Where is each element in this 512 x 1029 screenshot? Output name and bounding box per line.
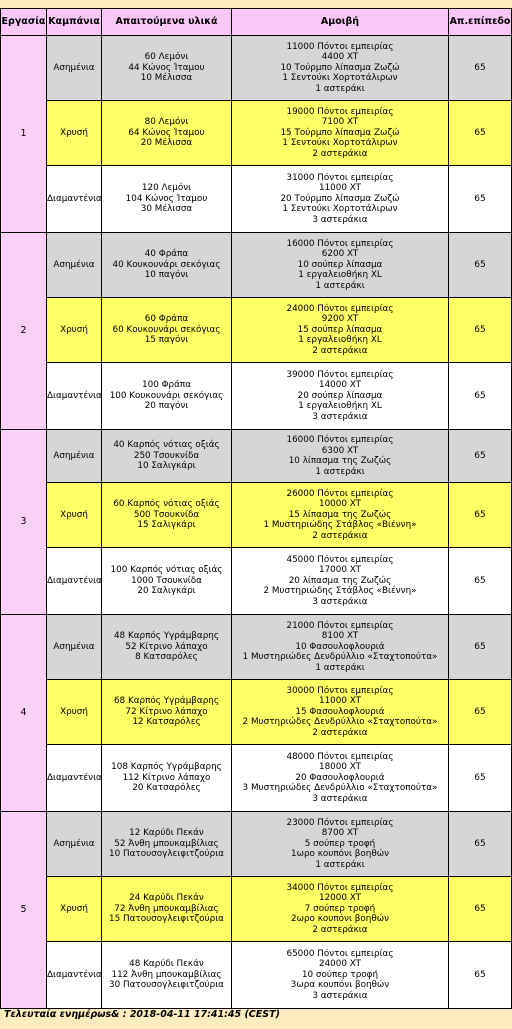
reward-line: 11000 XT (318, 696, 362, 707)
campaign-name: Διαμαντένια (47, 942, 102, 1009)
reward-line: 1 εργαλειοθήκη XL (298, 335, 382, 346)
materials-cell (102, 36, 232, 101)
header-task: Εργασία (1, 9, 47, 36)
reward-line: 6300 XT (321, 445, 359, 456)
materials-cell (102, 548, 232, 615)
material-line: 60 Καρπός νότιας οξιάς (113, 499, 220, 510)
material-line: 40 Κουκουνάρι σεκόγιας (112, 259, 221, 270)
reward-cell (232, 942, 449, 1009)
required-level: 65 (449, 615, 512, 680)
reward-cell (232, 812, 449, 877)
reward-line: 26000 Πόντοι εμπειρίας (286, 488, 394, 499)
material-line: 20 παγόνι (144, 401, 189, 412)
table-row (1, 363, 512, 430)
reward-line: 10 λίπασμα της Ζωζώς (288, 456, 392, 466)
materials-cell (102, 615, 232, 680)
material-line: 108 Καρπός Υγράμβαρης (111, 762, 222, 773)
reward-line: 15 λίπασμα της Ζωζώς (288, 509, 392, 520)
materials-cell (102, 166, 232, 233)
reward-line: 1 αστεράκι (315, 280, 365, 291)
reward-line: 11000 XT (318, 183, 362, 194)
material-line: 10 Σαλιγκάρι (137, 461, 196, 472)
reward-line: 1ωρο κουπόνι βοηθών (291, 849, 389, 860)
reward-line: 2 αστεράκια (312, 530, 368, 541)
material-line: 20 Μέλισσα (140, 138, 193, 149)
reward-cell (232, 483, 449, 548)
reward-line: 2 αστεράκια (312, 924, 368, 935)
reward-line: 2 αστεράκια (312, 345, 368, 356)
campaign-name: Διαμαντένια (47, 166, 102, 233)
tasks-body (1, 36, 512, 1009)
required-level: 65 (449, 166, 512, 233)
required-level: 65 (449, 942, 512, 1009)
last-updated: Τελευταία ενημέρωs& : 2018-04-11 17:41:45 (CEST) (4, 1009, 280, 1020)
reward-line: 12000 XT (318, 893, 362, 904)
header-campaign: Καμπάνια (47, 9, 102, 36)
material-line: 44 Κώνος Ίταμου (128, 62, 205, 73)
material-line: 500 Τσουκνίδα (133, 509, 200, 520)
materials-cell (102, 101, 232, 166)
reward-line: 19000 Πόντοι εμπειρίας (286, 106, 394, 117)
reward-cell (232, 745, 449, 812)
campaign-name: Ασημένια (47, 233, 102, 298)
reward-line: 3 αστεράκια (312, 596, 368, 607)
material-line: 68 Καρπός Υγράμβαρης (113, 696, 220, 707)
material-line: 40 Καρπός νότιας οξιάς (113, 440, 220, 451)
material-line: 60 Λεμόνι (144, 52, 189, 63)
material-line: 60 Φράπα (144, 314, 189, 325)
reward-line: 1 αστεράκι (315, 466, 365, 477)
reward-line: 2ωρο κουπόνι βοηθών (291, 914, 389, 925)
reward-cell (232, 166, 449, 233)
required-level: 65 (449, 101, 512, 166)
task-number: 2 (1, 233, 47, 430)
reward-cell (232, 877, 449, 942)
table-row (1, 812, 512, 877)
material-line: 60 Κουκουνάρι σεκόγιας (112, 324, 221, 335)
required-level: 65 (449, 548, 512, 615)
reward-line: 15 Τούρμπο λίπασμα Ζωζώ (280, 127, 400, 138)
reward-line: 39000 Πόντοι εμπειρίας (286, 369, 394, 380)
table-row (1, 680, 512, 745)
reward-line: 3 αστεράκια (312, 793, 368, 804)
required-level: 65 (449, 36, 512, 101)
materials-cell (102, 430, 232, 483)
reward-line: 34000 Πόντοι εμπειρίας (286, 882, 394, 893)
reward-line: 31000 Πόντοι εμπειρίας (286, 172, 394, 183)
material-line: 72 Κίτρινο λάπαχο (125, 706, 208, 717)
reward-line: 10 Φασουλοφλουριά (295, 641, 385, 652)
reward-line: 8700 XT (321, 828, 359, 839)
reward-cell (232, 36, 449, 101)
material-line: 120 Λεμόνι (141, 183, 192, 194)
material-line: 8 Κατσαρόλες (135, 652, 198, 663)
materials-cell (102, 745, 232, 812)
reward-line: 3 αστεράκια (312, 411, 368, 422)
material-line: 64 Κώνος Ίταμου (128, 127, 205, 138)
header-level: Απ.επίπεδο (449, 9, 512, 36)
material-line: 10 Πατουσογλειφιτζούρια (109, 849, 224, 860)
header-reward: Αμοιβή (232, 9, 449, 36)
reward-line: 1 Σεντούκι Χορτοτάλιρων (282, 138, 398, 149)
task-number: 4 (1, 615, 47, 812)
material-line: 48 Καρπός Υγράμβαρης (113, 631, 220, 642)
material-line: 40 Φράπα (144, 249, 189, 260)
table-row (1, 548, 512, 615)
reward-line: 16000 Πόντοι εμπειρίας (286, 238, 394, 249)
reward-line: 2 Μυστηριώδης Στάβλος «Βιέννη» (263, 586, 417, 597)
material-line: 112 Άνθη μπουκαμβίλιας (111, 969, 222, 980)
reward-line: 17000 XT (318, 565, 362, 576)
material-line: 12 Κατσαρόλες (132, 717, 201, 728)
reward-line: 10000 XT (318, 499, 362, 510)
campaign-name: Διαμαντένια (47, 548, 102, 615)
table-row (1, 615, 512, 680)
table-row (1, 36, 512, 101)
required-level: 65 (449, 363, 512, 430)
required-level: 65 (449, 430, 512, 483)
reward-line: 1 Σεντούκι Χορτοτάλιρων (282, 204, 398, 215)
material-line: 1000 Τσουκνίδα (131, 575, 202, 586)
materials-cell (102, 942, 232, 1009)
header-row (1, 9, 512, 36)
reward-line: 20 λίπασμα της Ζωζώς (288, 575, 392, 586)
required-level: 65 (449, 877, 512, 942)
material-line: 104 Κώνος Ίταμου (125, 193, 208, 204)
task-number: 5 (1, 812, 47, 1009)
material-line: 15 Πατουσογλειφιτζούρια (109, 914, 224, 925)
reward-line: 4400 XT (321, 52, 359, 63)
table-row (1, 101, 512, 166)
reward-line: 1 αστεράκι (315, 83, 365, 94)
reward-cell (232, 430, 449, 483)
reward-line: 2 αστεράκια (312, 727, 368, 738)
reward-line: 15 σούπερ λίπασμα (297, 324, 383, 335)
reward-line: 18000 XT (318, 762, 362, 773)
materials-cell (102, 877, 232, 942)
reward-cell (232, 298, 449, 363)
campaign-name: Ασημένια (47, 812, 102, 877)
campaign-name: Διαμαντένια (47, 363, 102, 430)
materials-cell (102, 680, 232, 745)
material-line: 24 Καρύδι Πεκάν (129, 893, 204, 904)
material-line: 100 Φράπα (142, 380, 191, 391)
campaign-name: Διαμαντένια (47, 745, 102, 812)
materials-cell (102, 233, 232, 298)
required-level: 65 (449, 745, 512, 812)
reward-line: 1 εργαλειοθήκη XL (298, 270, 382, 281)
reward-line: 2 αστεράκια (312, 148, 368, 159)
material-line: 100 Καρπός νότιας οξιάς (110, 565, 223, 576)
reward-line: 21000 Πόντοι εμπειρίας (286, 620, 394, 631)
material-line: 52 Κίτρινο λάπαχο (125, 641, 208, 652)
table-row (1, 298, 512, 363)
task-number: 1 (1, 36, 47, 233)
campaign-name: Χρυσή (47, 101, 102, 166)
reward-line: 20 Τούρμπο λίπασμα Ζωζώ (280, 193, 400, 204)
material-line: 15 Σαλιγκάρι (137, 520, 196, 531)
material-line: 20 Κατσαρόλες (132, 783, 201, 794)
reward-cell (232, 680, 449, 745)
table-row (1, 430, 512, 483)
reward-line: 20 σούπερ λίπασμα (297, 390, 383, 401)
reward-line: 5 σούπερ τροφή (304, 838, 376, 849)
materials-cell (102, 298, 232, 363)
material-line: 250 Τσουκνίδα (133, 450, 200, 461)
reward-line: 24000 XT (318, 959, 362, 970)
table-row (1, 483, 512, 548)
reward-line: 24000 Πόντοι εμπειρίας (286, 303, 394, 314)
reward-line: 3ωρα κουπόνι βοηθών (290, 980, 390, 991)
reward-line: 1 Μυστηριώδες Δενδρύλλιο «Σταχτοπούτα» (242, 652, 438, 663)
campaign-name: Ασημένια (47, 430, 102, 483)
material-line: 30 Πατουσογλειφιτζούρια (109, 980, 224, 991)
tasks-table (0, 8, 512, 1009)
table-row (1, 233, 512, 298)
required-level: 65 (449, 233, 512, 298)
campaign-name: Χρυσή (47, 680, 102, 745)
materials-cell (102, 363, 232, 430)
reward-line: 6200 XT (321, 249, 359, 260)
material-line: 30 Μέλισσα (140, 204, 193, 215)
material-line: 52 Άνθη μπουκαμβίλιας (114, 838, 219, 849)
material-line: 12 Καρύδι Πεκάν (129, 828, 204, 839)
reward-line: 10 σούπερ λίπασμα (297, 259, 383, 270)
required-level: 65 (449, 812, 512, 877)
reward-line: 15 Φασουλοφλουριά (295, 706, 385, 717)
reward-cell (232, 548, 449, 615)
reward-line: 7100 XT (321, 117, 359, 128)
material-line: 72 Άνθη μπουκαμβίλιας (114, 903, 219, 914)
material-line: 20 Σαλιγκάρι (137, 586, 196, 597)
table-row (1, 942, 512, 1009)
reward-cell (232, 101, 449, 166)
campaign-name: Ασημένια (47, 615, 102, 680)
materials-cell (102, 483, 232, 548)
material-line: 10 παγόνι (144, 270, 189, 281)
reward-line: 9200 XT (321, 314, 359, 325)
table-row (1, 745, 512, 812)
reward-cell (232, 615, 449, 680)
reward-line: 1 εργαλειοθήκη XL (298, 401, 382, 412)
reward-line: 2 Μυστηριώδες Δενδρύλλιο «Σταχτοπούτα» (242, 717, 438, 728)
required-level: 65 (449, 298, 512, 363)
reward-line: 14000 XT (318, 380, 362, 391)
required-level: 65 (449, 483, 512, 548)
reward-line: 1 Σεντούκι Χορτοτάλιρων (282, 73, 398, 84)
campaign-name: Χρυσή (47, 483, 102, 548)
reward-line: 7 σούπερ τροφή (304, 903, 376, 914)
campaign-name: Ασημένια (47, 36, 102, 101)
reward-cell (232, 233, 449, 298)
campaign-name: Χρυσή (47, 298, 102, 363)
material-line: 10 Μέλισσα (140, 73, 193, 84)
materials-cell (102, 812, 232, 877)
header-materials: Απαιτούμενα υλικά (102, 9, 232, 36)
reward-line: 1 αστεράκι (315, 859, 365, 870)
reward-line: 10 Τούρμπο λίπασμα Ζωζώ (280, 62, 400, 73)
reward-line: 65000 Πόντοι εμπειρίας (286, 948, 394, 959)
reward-line: 10 σούπερ τροφή (301, 969, 379, 980)
material-line: 80 Λεμόνι (144, 117, 189, 128)
material-line: 100 Κουκουνάρι σεκόγιας (109, 390, 224, 401)
material-line: 15 παγόνι (144, 335, 189, 346)
reward-line: 16000 Πόντοι εμπειρίας (286, 435, 394, 445)
reward-line: 30000 Πόντοι εμπειρίας (286, 685, 394, 696)
reward-line: 3 αστεράκια (312, 214, 368, 225)
reward-line: 20 Φασουλοφλουριά (295, 772, 385, 783)
reward-line: 3 Μυστηριώδες Δενδρύλλιο «Σταχτοπούτα» (242, 783, 438, 794)
task-number: 3 (1, 430, 47, 615)
reward-line: 1 Μυστηριώδης Στάβλος «Βιέννη» (263, 520, 417, 531)
required-level: 65 (449, 680, 512, 745)
reward-line: 8100 XT (321, 631, 359, 642)
campaign-name: Χρυσή (47, 877, 102, 942)
reward-line: 11000 Πόντοι εμπειρίας (286, 41, 394, 52)
material-line: 48 Καρύδι Πεκάν (129, 959, 204, 970)
material-line: 112 Κίτρινο λάπαχο (122, 772, 211, 783)
reward-line: 48000 Πόντοι εμπειρίας (286, 751, 394, 762)
reward-cell (232, 363, 449, 430)
reward-line: 23000 Πόντοι εμπειρίας (286, 817, 394, 828)
table-row (1, 877, 512, 942)
reward-line: 1 αστεράκι (315, 662, 365, 673)
reward-line: 45000 Πόντοι εμπειρίας (286, 554, 394, 565)
table-row (1, 166, 512, 233)
reward-line: 3 αστεράκια (312, 990, 368, 1001)
